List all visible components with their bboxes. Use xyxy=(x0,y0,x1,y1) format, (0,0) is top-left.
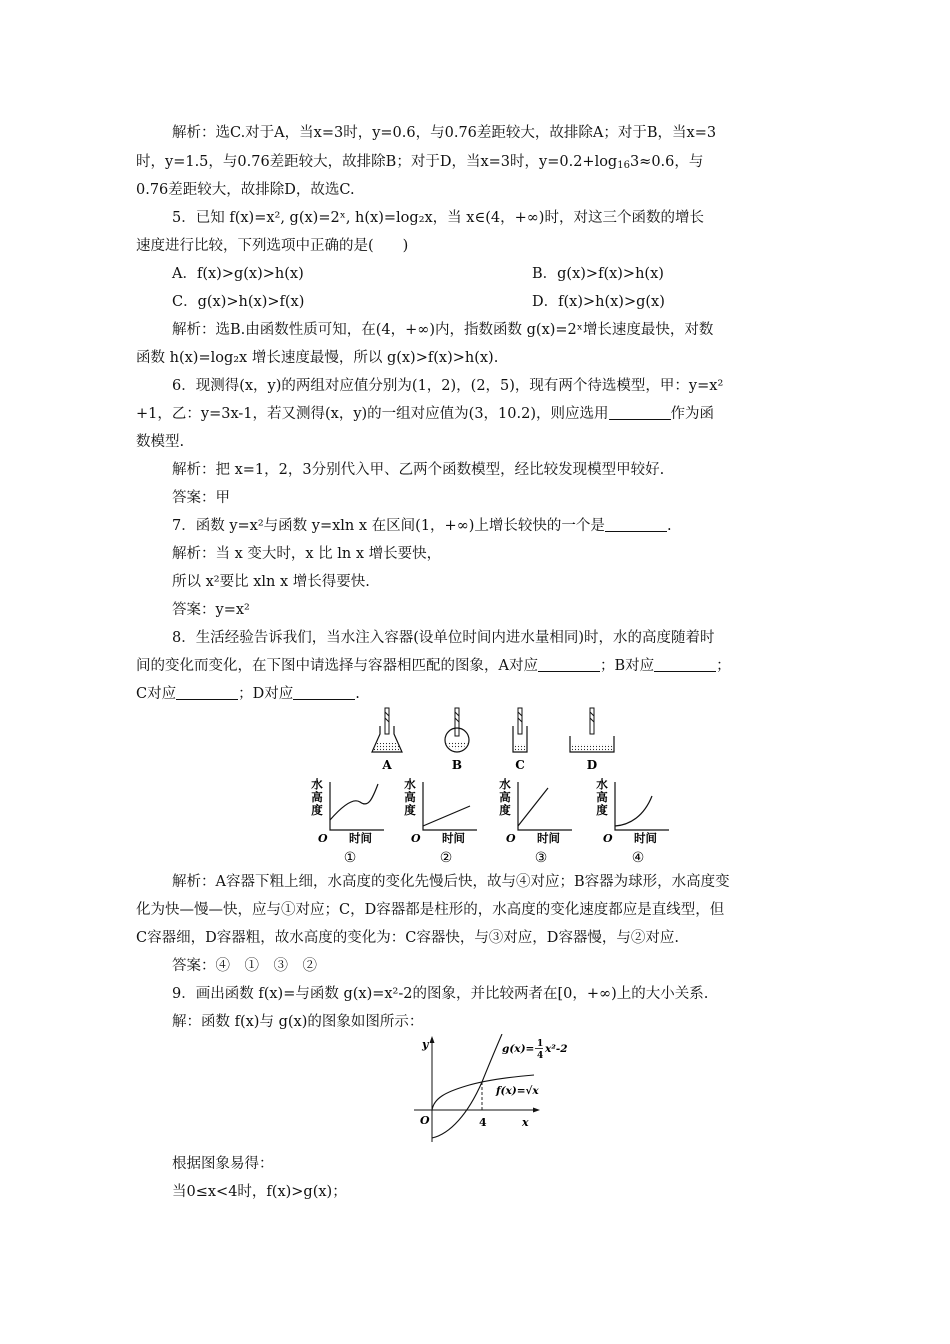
answer-blank xyxy=(176,685,238,700)
solution-line: 所以 x²要比 xln x 增长得要快. xyxy=(172,574,370,590)
solution-line: C容器细，D容器粗，故水高度的变化为：C容器快，与③对应，D容器慢，与②对应. xyxy=(136,930,680,946)
option-b: B．g(x)>f(x)>h(x) xyxy=(532,266,664,282)
svg-text:g(x)=: g(x)= xyxy=(502,1043,535,1055)
solution-line: 化为快—慢—快，应与①对应；C，D容器都是柱形的，水高度的变化速度都应是直线型，但 xyxy=(136,902,725,918)
y-axis-arrow xyxy=(430,1036,435,1043)
question-7-text: 7．函数 y=x²与函数 y=xln x 在区间(1，+∞)上增长较快的一个是 . xyxy=(172,518,672,534)
answer-line: 答案：甲 xyxy=(172,490,230,506)
graph-axes xyxy=(518,782,572,830)
question-6-text: 数模型. xyxy=(136,434,185,450)
graph-ylabel-char: 水 xyxy=(596,777,608,791)
question-6-text: +1，乙：y=3x-1，若又测得(x，y)的一组对应值为(3，10.2)，则应选用 作为函 xyxy=(136,406,714,422)
solution-line: 0.76差距较大，故排除D，故选C. xyxy=(136,182,355,198)
tick-4-label: 4 xyxy=(479,1116,487,1129)
answer-blank xyxy=(654,657,716,672)
solution-line: 时，y=1.5，与0.76差距较大，故排除B；对于D，当x=3时，$y=0.2+\log_{16}3\approx 0.6$，与 xyxy=(136,154,704,171)
container-c-narrow-cylinder xyxy=(513,708,527,752)
containers-figure xyxy=(340,706,640,776)
water-height-graphs xyxy=(300,776,690,868)
graph-number: ② xyxy=(439,850,453,866)
svg-text:x²-2: x²-2 xyxy=(545,1043,568,1055)
graph-xlabel: 时间 xyxy=(349,831,372,845)
container-a-flask xyxy=(372,708,402,752)
option-d: D．f(x)>h(x)>g(x) xyxy=(532,294,665,310)
graph-ylabel-char: 高 xyxy=(499,790,511,804)
answer-blank xyxy=(538,657,600,672)
answer-line: 答案：y=x² xyxy=(172,602,250,618)
graph-4 xyxy=(596,777,669,866)
container-d-wide-cylinder xyxy=(570,708,614,752)
graph-number: ① xyxy=(343,850,357,866)
line-slow xyxy=(423,806,470,826)
container-d-label: D xyxy=(586,758,598,772)
conclusion-line: 当0≤x<4时，f(x)>g(x)； xyxy=(172,1184,347,1200)
curve-fast-slow-fast xyxy=(330,784,378,820)
graph-ylabel-char: 度 xyxy=(499,803,511,817)
origin-label: O xyxy=(420,1114,430,1127)
function-graph xyxy=(410,1034,585,1150)
graph-origin: O xyxy=(411,832,421,845)
svg-text:4: 4 xyxy=(537,1051,544,1061)
solution-line: 解析：当 x 变大时，x 比 ln x 增长要快， xyxy=(172,546,442,562)
option-c: C．g(x)>h(x)>f(x) xyxy=(172,294,305,310)
answer-blank xyxy=(293,685,355,700)
graph-origin: O xyxy=(603,832,613,845)
graph-ylabel-char: 高 xyxy=(311,790,323,804)
option-a: A．f(x)>g(x)>h(x) xyxy=(172,266,304,282)
g-function-label xyxy=(502,1039,568,1061)
curve-slow-fast xyxy=(615,796,652,826)
graph-xlabel: 时间 xyxy=(537,831,560,845)
container-b-sphere xyxy=(445,708,469,752)
graph-ylabel-char: 高 xyxy=(596,790,608,804)
container-b-label: B xyxy=(451,758,463,772)
f-function-label: f(x)=√x xyxy=(496,1085,539,1097)
graph-ylabel-char: 度 xyxy=(311,803,323,817)
graph-axes xyxy=(615,782,669,830)
graph-ylabel-char: 水 xyxy=(311,777,323,791)
graph-origin: O xyxy=(506,832,516,845)
graph-ylabel-char: 水 xyxy=(499,777,511,791)
answer-line: 答案：④ ① ③ ② xyxy=(172,958,317,974)
question-6-text: 6．现测得(x，y)的两组对应值分别为(1，2)，(2，5)，现有两个待选模型，甲：y=x² xyxy=(172,378,724,394)
question-8-text: 间的变化而变化，在下图中请选择与容器相匹配的图象，A对应 ；B对应 ； xyxy=(136,658,731,674)
solution-line: 解析：选C.对于A，当x=3时，y=0.6，与0.76差距较大，故排除A；对于B，当x=3 xyxy=(172,125,717,141)
graph-ylabel-char: 水 xyxy=(404,777,416,791)
graph-number: ③ xyxy=(534,850,548,866)
solution-line: 解析：A容器下粗上细，水高度的变化先慢后快，故与④对应；B容器为球形，水高度变 xyxy=(172,874,730,890)
graph-ylabel-char: 度 xyxy=(596,803,608,817)
x-axis-label: x xyxy=(522,1116,529,1129)
question-8-text: 8．生活经验告诉我们，当水注入容器(设单位时间内进水量相同)时，水的高度随着时 xyxy=(172,630,715,646)
graph-1 xyxy=(311,777,384,866)
y-axis-label: y xyxy=(422,1038,429,1051)
graph-xlabel: 时间 xyxy=(634,831,657,845)
question-5-text: 5．已知 f(x)=x², g(x)=2ˣ, h(x)=log₂x，当 x∈(4，+∞)时，对这三个函数的增长 xyxy=(172,210,704,226)
graph-3 xyxy=(499,777,572,866)
x-axis-arrow xyxy=(533,1108,540,1113)
graph-origin: O xyxy=(318,832,328,845)
graph-2 xyxy=(404,777,477,866)
solution-line: 解：函数 f(x)与 g(x)的图象如图所示： xyxy=(172,1014,424,1030)
graph-xlabel: 时间 xyxy=(442,831,465,845)
answer-blank xyxy=(609,405,671,420)
graph-ylabel-char: 高 xyxy=(404,790,416,804)
solution-line: 解析：把 x=1，2，3分别代入甲、乙两个函数模型，经比较发现模型甲较好. xyxy=(172,462,665,478)
svg-text:1: 1 xyxy=(537,1039,544,1049)
question-9-text: 9．画出函数 f(x)=与函数 g(x)=x²-2的图象，并比较两者在[0，+∞)上的大小关系. xyxy=(172,986,709,1002)
solution-line: 解析：选B.由函数性质可知，在(4，+∞)内，指数函数 g(x)=2ˣ增长速度最快，对数 xyxy=(172,322,714,338)
graph-number: ④ xyxy=(631,850,645,866)
question-5-text: 速度进行比较，下列选项中正确的是( ) xyxy=(136,238,409,254)
question-8-text: C对应 ；D对应 . xyxy=(136,686,360,702)
container-c-label: C xyxy=(515,758,525,772)
answer-blank xyxy=(605,517,667,532)
container-a-label: A xyxy=(382,758,392,772)
conclusion-line: 根据图象易得： xyxy=(172,1156,274,1172)
line-fast xyxy=(518,788,548,826)
solution-line: 函数 h(x)=log₂x 增长速度最慢，所以 g(x)>f(x)>h(x). xyxy=(136,350,499,366)
graph-ylabel-char: 度 xyxy=(404,803,416,817)
